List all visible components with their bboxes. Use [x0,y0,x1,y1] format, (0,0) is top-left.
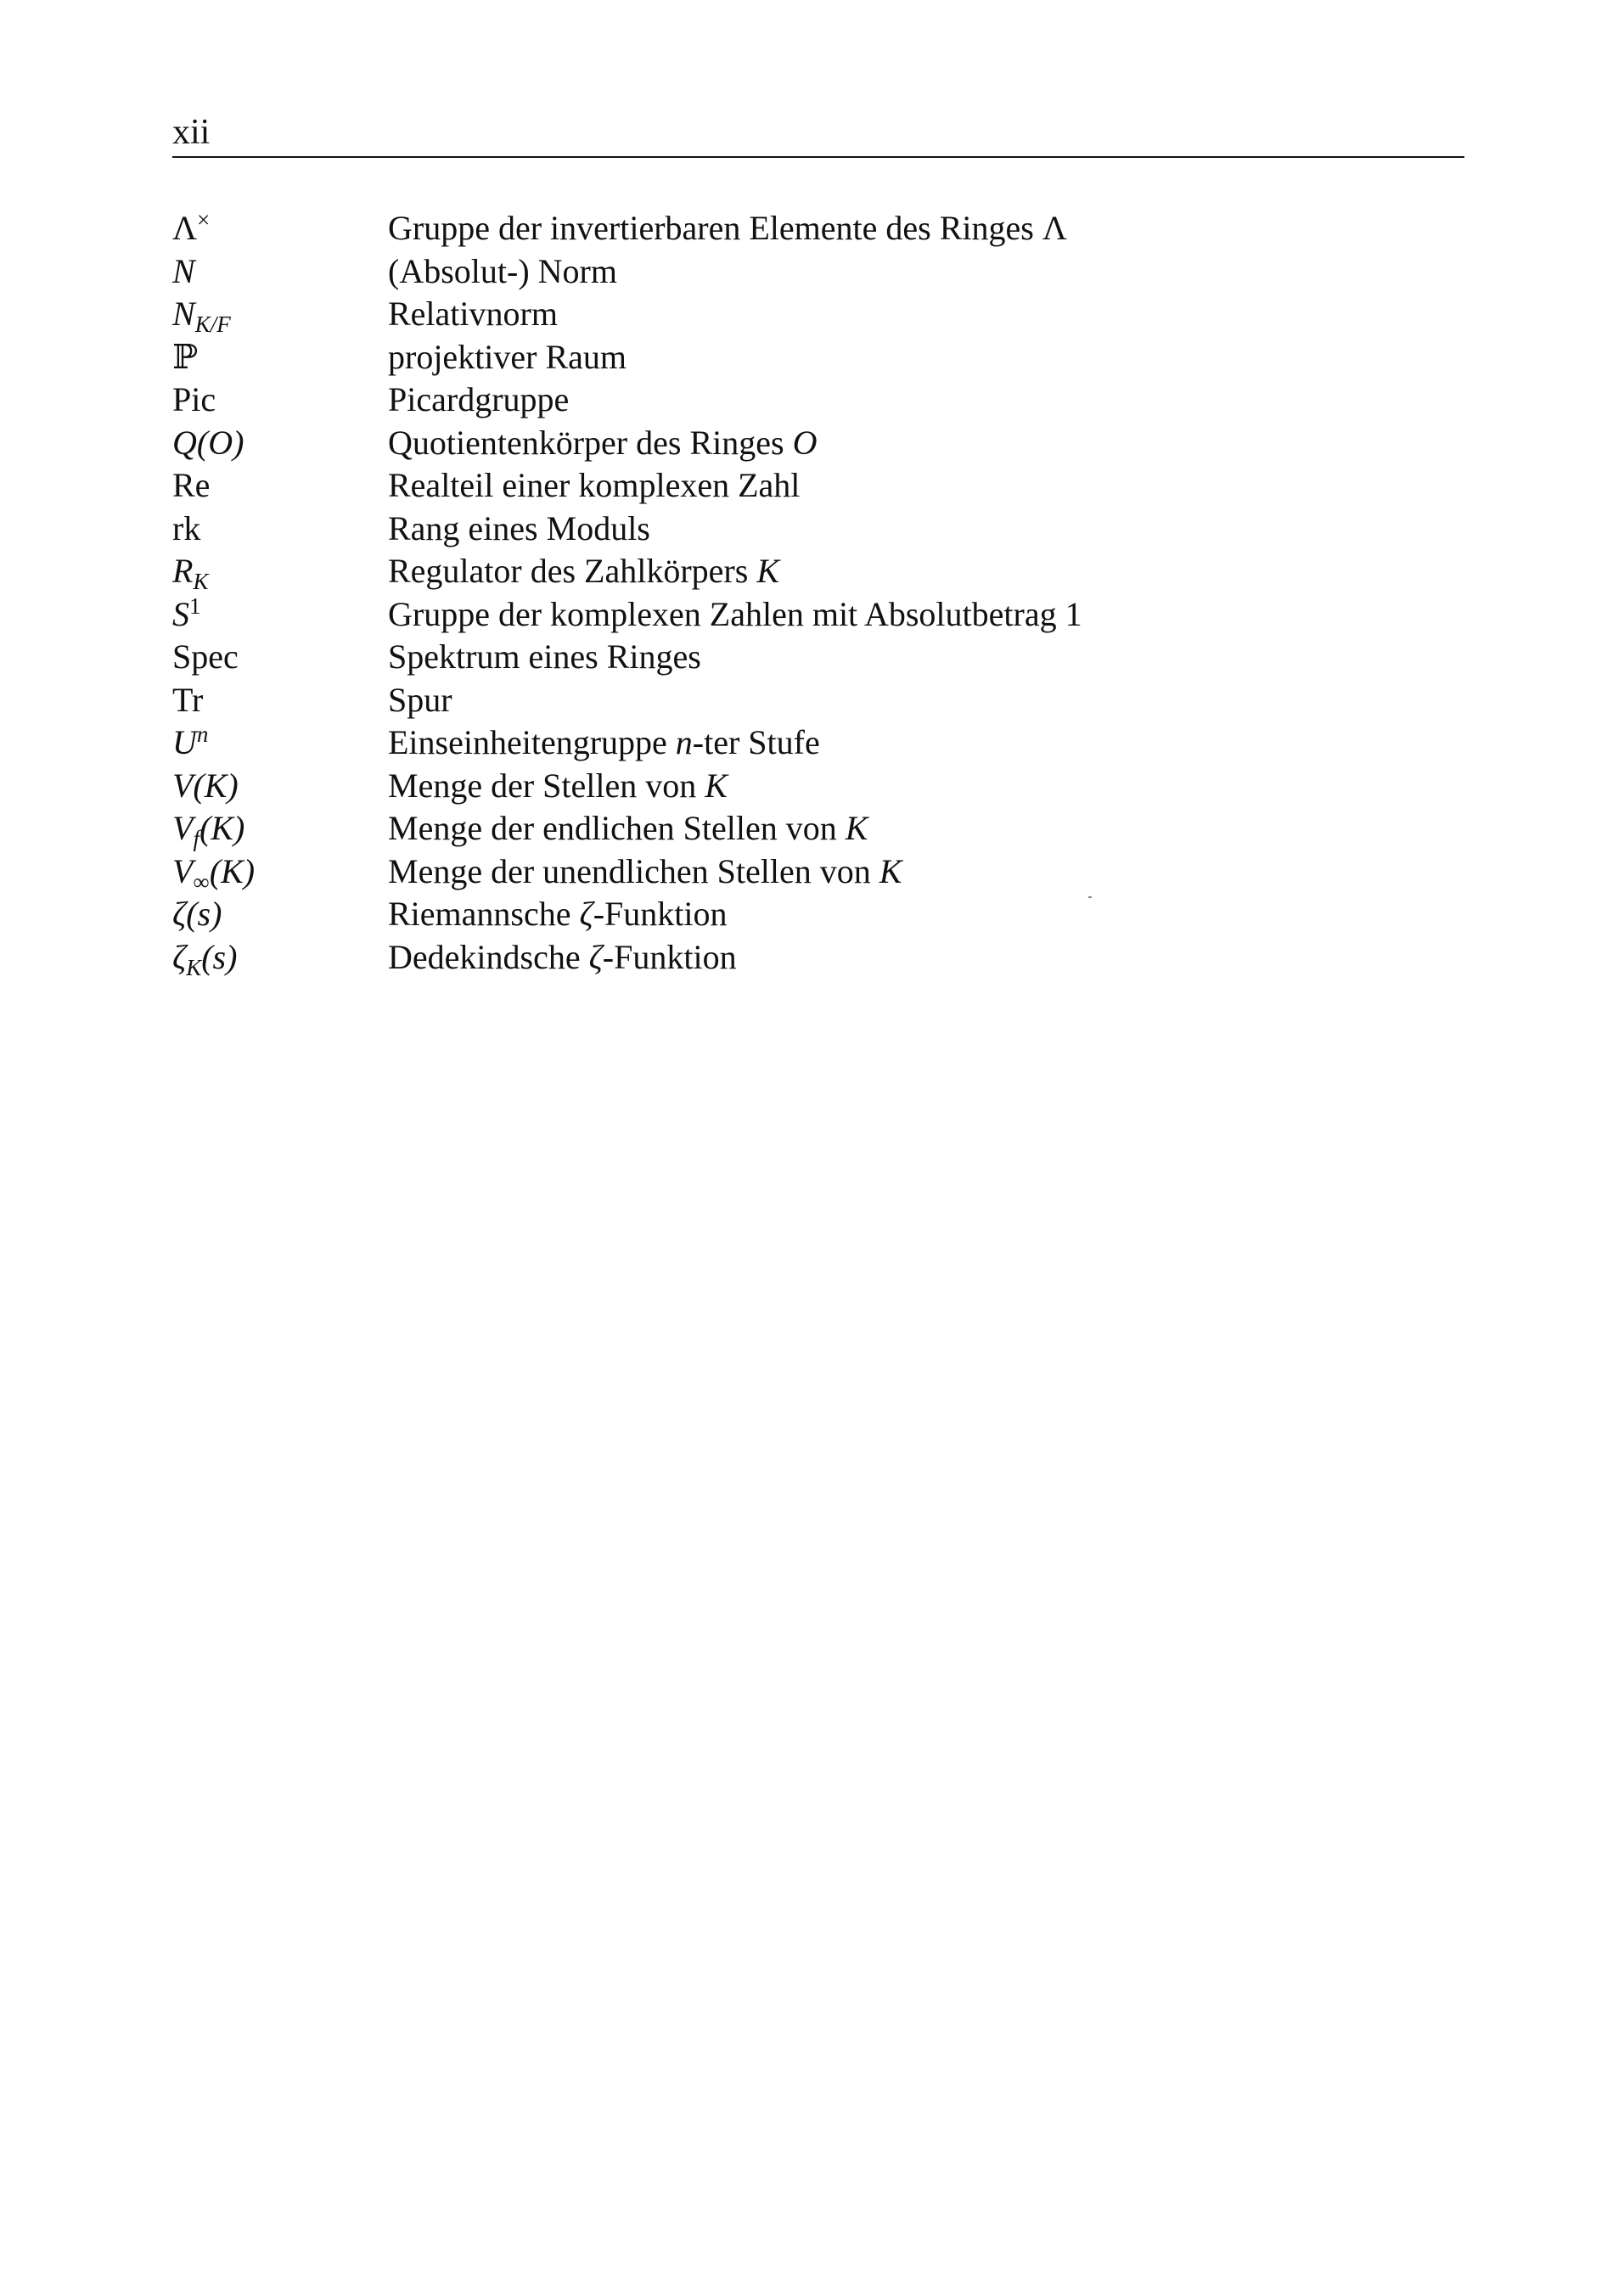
notation-row [172,765,1403,808]
notation-row [172,679,1403,722]
notation-row [172,464,1403,508]
page-header [172,112,1464,160]
notation-description: Regulator des Zahlkörpers K [388,552,780,590]
scan-speck [1088,896,1092,898]
notation-description: Dedekindsche ζ-Funktion [388,937,737,976]
notation-symbol: Λ× [172,207,211,247]
notation-symbol: Spec [172,637,239,676]
notation-row [172,850,1403,894]
notation-row [172,293,1403,336]
notation-symbol: ℙ [172,337,199,376]
notation-list [172,207,1403,979]
notation-description: Riemannsche ζ-Funktion [388,895,728,933]
notation-symbol: $U^n$ [172,721,209,761]
notation-symbol: Re [172,466,211,504]
page-number: xii [172,113,211,152]
notation-row [172,936,1403,980]
notation-description: Einseinheitengruppe n-ter Stufe [388,723,820,761]
notation-description: Menge der Stellen von K [388,766,728,805]
notation-row [172,807,1403,850]
notation-symbol: Pic [172,380,216,418]
notation-symbol: $\zeta_K(s)$ [172,937,238,980]
notation-row [172,593,1403,637]
notation-row [172,636,1403,679]
notation-symbol: V(K) [172,766,239,805]
notation-description: Gruppe der komplexen Zahlen mit Absolutbetrag 1 [388,594,1082,633]
notation-description: Quotientenkörper des Ringes O [388,423,818,462]
notation-description: Menge der endlichen Stellen von K [388,809,868,847]
notation-row [172,207,1403,250]
notation-row [172,508,1403,551]
notation-symbol: Tr [172,680,204,719]
notation-description: projektiver Raum [388,337,627,376]
notation-symbol: $N_{K/F}$ [172,295,231,337]
notation-description: Menge der unendlichen Stellen von K [388,851,902,890]
notation-description: (Absolut-) Norm [388,251,617,290]
notation-symbol: $R_K$ [172,552,209,594]
notation-row [172,550,1403,593]
notation-symbol: $V_\infty(K)$ [172,851,256,895]
notation-row [172,721,1403,765]
notation-row [172,893,1403,936]
notation-symbol: N [172,251,195,290]
notation-symbol: Q(O) [172,423,244,462]
notation-description: Rang eines Moduls [388,508,650,547]
notation-description: Spur [388,680,452,719]
notation-symbol: $V_f(K)$ [172,809,245,851]
notation-symbol: ζ(s) [172,895,222,933]
notation-symbol: $S^1$ [172,592,201,633]
notation-row [172,379,1403,422]
notation-description: Relativnorm [388,295,558,333]
notation-symbol: rk [172,508,201,547]
notation-row [172,422,1403,465]
notation-row [172,336,1403,379]
notation-description: Realteil einer komplexen Zahl [388,466,801,504]
notation-row [172,250,1403,294]
notation-description: Gruppe der invertierbaren Elemente des Ringes Λ [388,209,1067,247]
notation-description: Picardgruppe [388,380,570,418]
notation-description: Spektrum eines Ringes [388,637,701,676]
header-rule [172,156,1464,158]
